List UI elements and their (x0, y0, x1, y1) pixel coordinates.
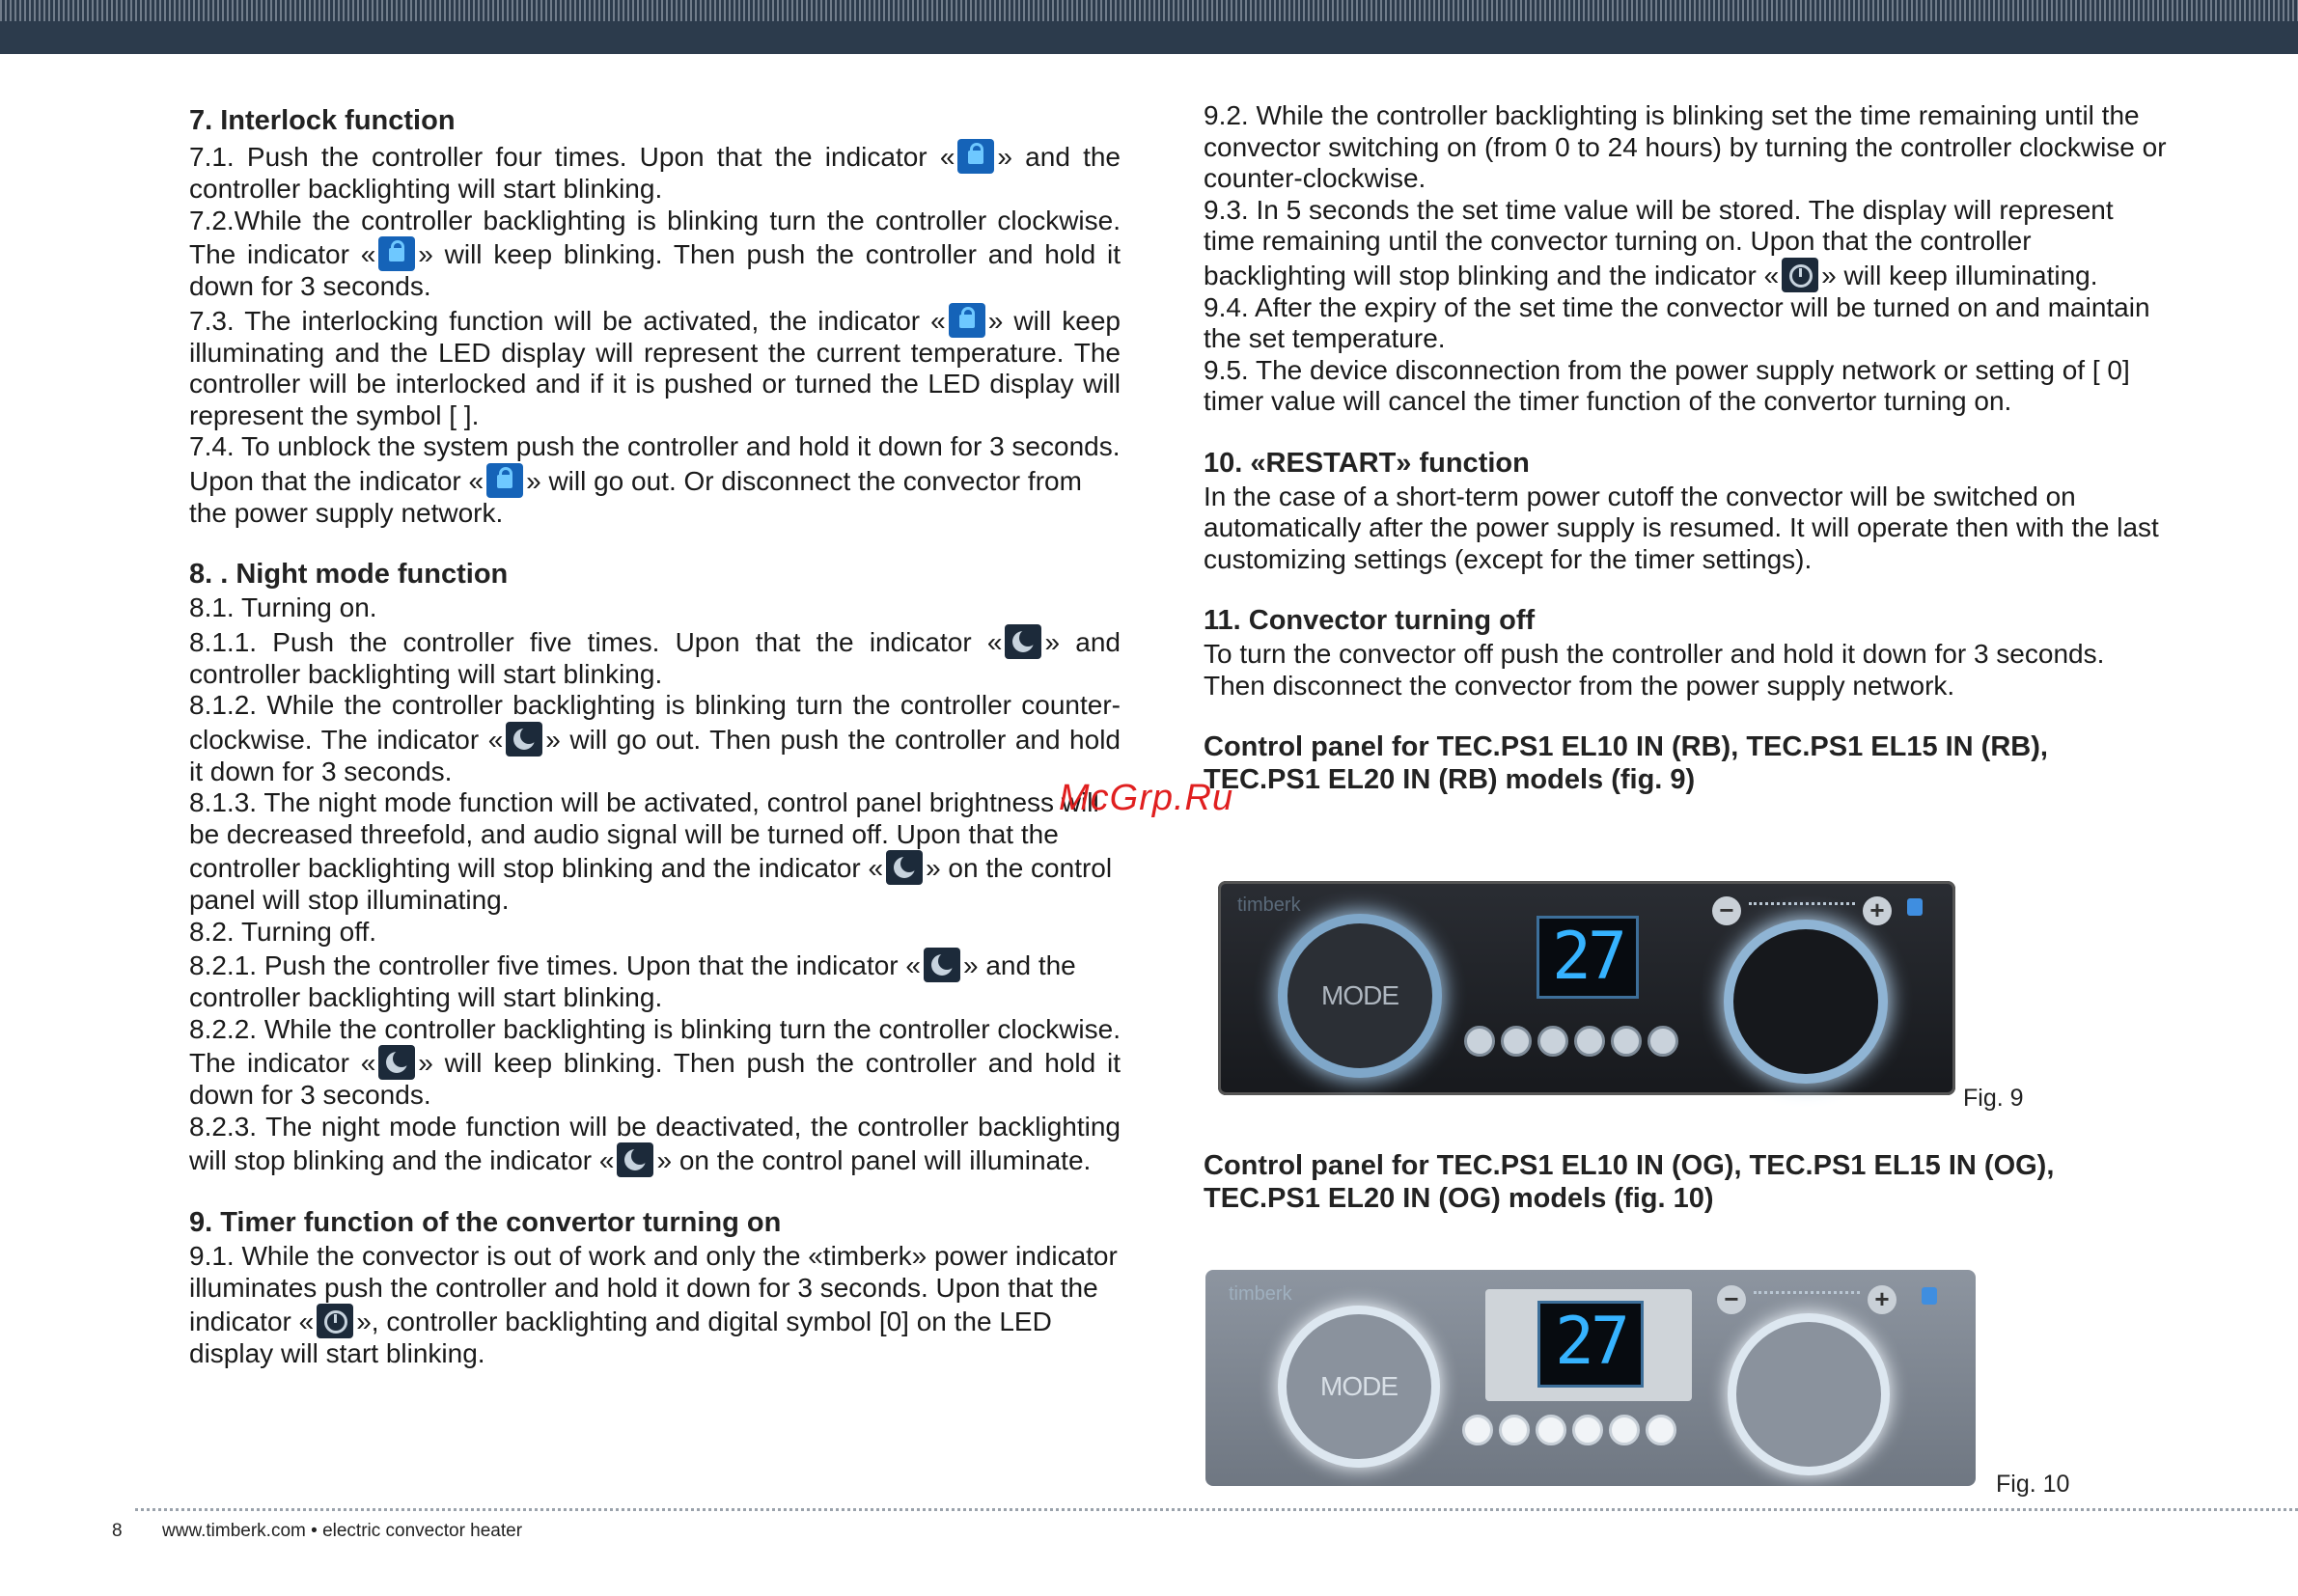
section-restart (1204, 447, 2169, 576)
lock-icon (378, 236, 415, 271)
control-panel-fig9 (1218, 881, 1955, 1095)
fig9-title: Control panel for TEC.PS1 EL10 IN (RB), TEC.PS1 EL15 IN (RB), TEC.PS1 EL20 IN (RB) models (fig. 9) (1204, 731, 2048, 795)
minus-icon: − (1717, 1285, 1746, 1314)
snowflake-icon (1537, 1026, 1568, 1057)
paragraph: 9.5. The device disconnection from the power supply network or setting of [ 0] timer value will cancel the timer function of the convertor turning on. (1204, 354, 2130, 416)
lock-icon (1907, 898, 1923, 916)
paragraph (189, 624, 1121, 691)
clock-icon (1782, 258, 1818, 292)
mode-knob[interactable] (1287, 1314, 1431, 1459)
brand-logo: timberk (1229, 1283, 1292, 1305)
function-icons (1462, 1415, 1676, 1445)
moon-icon (1609, 1415, 1640, 1445)
fig10-caption: Fig. 10 (1996, 1471, 2070, 1498)
fig10-title: Control panel for TEC.PS1 EL10 IN (OG), TEC.PS1 EL15 IN (OG), TEC.PS1 EL20 IN (OG) models (fig. 10) (1204, 1150, 2055, 1214)
text: 8.2.2. While the controller backlighting is blinking turn the controller clockwise. The indicator « (189, 1013, 1121, 1078)
paragraph (189, 431, 1121, 529)
moon-icon (506, 722, 542, 757)
text: » will go out. Or disconnect the convector from the power supply network. (189, 465, 1082, 528)
paragraph (189, 948, 1121, 1014)
fig9-caption: Fig. 9 (1963, 1085, 2024, 1112)
text: » will keep blinking. Then push the controller and hold it down for 3 seconds. (189, 239, 1121, 301)
section-turning-off (1204, 604, 2169, 702)
sun-icon (1464, 1026, 1495, 1057)
minus-icon: − (1712, 896, 1741, 925)
section-interlock (189, 104, 1121, 529)
text: » will keep illuminating. (1821, 260, 2098, 290)
paragraph: In the case of a short-term power cutoff the convector will be switched on automatically after the power supply is resumed. It will operate then with the last customizing settings (except for the timer settings). (1204, 481, 2159, 574)
lock-icon (1922, 1287, 1937, 1305)
paragraph: 9.2. While the controller backlighting is blinking set the time remaining until the convector switching on (from 0 to 24 hours) by turning the controller clockwise or counter-clockwise. (1204, 100, 2167, 193)
clock-icon (317, 1304, 353, 1338)
page-number: 8 (112, 1521, 123, 1541)
restart-icon (1646, 1415, 1676, 1445)
paragraph (1204, 195, 2169, 292)
section-night-mode (189, 558, 1121, 1177)
section-title: 8. . Night mode function (189, 559, 509, 590)
text: » will keep blinking. Then push the controller and hold it down for 3 seconds. (189, 1048, 1121, 1110)
text: 8.1.1. Push the controller five times. Upon that the indicator « (189, 626, 1003, 657)
header-bar (0, 0, 2298, 54)
text: 8.2.3. The night mode function will be deactivated, the controller backlighting will stop blinking and the indicator « (189, 1111, 1121, 1175)
lock-icon (957, 139, 994, 174)
temperature-knob[interactable] (1733, 929, 1878, 1074)
paragraph: 8.2. Turning off. (189, 916, 377, 947)
text: » will go out. Then push the controller and hold it down for 3 seconds. (189, 724, 1121, 786)
lock-icon (486, 463, 523, 498)
paragraph (189, 1241, 1121, 1370)
text: » and controller backlighting will start blinking. (189, 626, 1121, 689)
section-title: 9. Timer function of the convertor turning on (189, 1207, 782, 1238)
mode-knob[interactable] (1287, 923, 1432, 1068)
footer-text: www.timberk.com • electric convector heater (162, 1521, 523, 1541)
text: 8.1.2. While the controller backlighting is blinking turn the controller counter-clockwise. The indicator « (189, 690, 1121, 755)
text: 7.2.While the controller backlighting is blinking turn the controller clockwise. The indicator « (189, 205, 1121, 269)
text: », controller backlighting and digital symbol [0] on the LED display will start blinking. (189, 1307, 1052, 1368)
header-stripes (0, 0, 2298, 21)
function-icons (1464, 1026, 1678, 1057)
text: 7.3. The interlocking function will be activated, the indicator « (189, 305, 946, 336)
text: 8.2.1. Push the controller five times. Upon that the indicator « (189, 950, 921, 980)
text: 8.1.3. The night mode function will be activated, control panel brightness will be decreased threefold, and audio signal will be turned off. Upon that the controller backlighting will stop blinking and the indicator « (189, 787, 1099, 883)
watermark: McGrp.Ru (1059, 778, 1234, 818)
text: » and the controller backlighting will start blinking. (189, 950, 1076, 1012)
led-display: 27 (1537, 1301, 1644, 1388)
text: » on the control panel will stop illuminating. (189, 853, 1113, 915)
text: 9.3. In 5 seconds the set time value will be stored. The display will represent time remaining until the convector turning on. Upon that the controller backlighting will stop blinking and the indicator « (1204, 194, 2114, 290)
eco-icon (1499, 1415, 1530, 1445)
section-title: 7. Interlock function (189, 105, 456, 136)
paragraph (189, 690, 1121, 787)
clock-icon (1574, 1026, 1605, 1057)
text: » will keep illuminating and the LED display will represent the current temperature. The controller will be interlocked and if it is pushed or turned the LED display will represent the symbol [ ]. (189, 305, 1121, 430)
moon-icon (617, 1142, 653, 1177)
plus-icon: + (1863, 896, 1892, 925)
paragraph (189, 303, 1121, 432)
moon-icon (1611, 1026, 1642, 1057)
clock-icon (1572, 1415, 1603, 1445)
section-timer (189, 1206, 1121, 1370)
paragraph (189, 139, 1121, 206)
text: » on the control panel will illuminate. (656, 1145, 1092, 1175)
left-column (189, 104, 1121, 1399)
moon-icon (1005, 624, 1041, 659)
paragraph (189, 206, 1121, 303)
footer-divider (135, 1508, 2298, 1515)
right-column (1204, 100, 2169, 798)
paragraph (189, 1112, 1121, 1178)
paragraph: 8.1. Turning on. (189, 592, 377, 622)
restart-icon (1647, 1026, 1678, 1057)
mode-label: MODE (1321, 980, 1398, 1010)
led-display: 27 (1537, 916, 1639, 999)
section-timer-continued (1204, 100, 2169, 418)
paragraph (189, 787, 1121, 917)
text: 9.1. While the convector is out of work and only the «timberk» power indicator illuminates push the controller and hold it down for 3 seconds. Upon that the indicator « (189, 1241, 1118, 1336)
temperature-scale (1749, 902, 1855, 911)
brand-logo: timberk (1237, 894, 1301, 916)
text: 7.1. Push the controller four times. Upon that the indicator « (189, 142, 955, 172)
moon-icon (924, 948, 960, 982)
snowflake-icon (1536, 1415, 1566, 1445)
moon-icon (378, 1045, 415, 1080)
section-title: 10. «RESTART» function (1204, 447, 1530, 479)
eco-icon (1501, 1026, 1532, 1057)
paragraph: 9.4. After the expiry of the set time the convector will be turned on and maintain the set temperature. (1204, 291, 2150, 353)
control-panel-fig10 (1205, 1270, 1976, 1486)
plus-icon: + (1868, 1285, 1897, 1314)
temperature-scale (1754, 1291, 1860, 1300)
lock-icon (949, 303, 985, 338)
sun-icon (1462, 1415, 1493, 1445)
paragraph (189, 1014, 1121, 1112)
temperature-knob[interactable] (1736, 1322, 1881, 1467)
paragraph: To turn the convector off push the controller and hold it down for 3 seconds. Then disconnect the convector from the power supply network. (1204, 639, 2105, 701)
moon-icon (886, 850, 923, 885)
text: » and the controller backlighting will start blinking. (189, 142, 1121, 204)
mode-label: MODE (1320, 1371, 1398, 1401)
section-title: 11. Convector turning off (1204, 605, 1536, 636)
text: 7.4. To unblock the system push the controller and hold it down for 3 seconds. Upon that the indicator « (189, 431, 1121, 496)
